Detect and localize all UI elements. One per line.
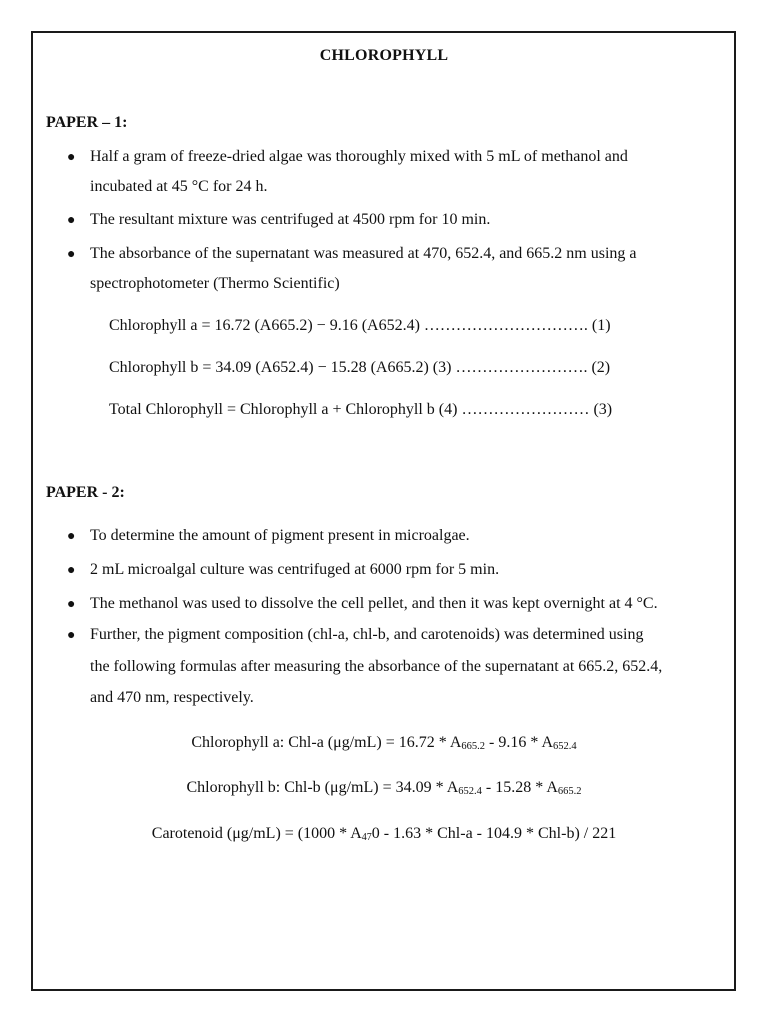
formula-b-subscript-1: 652.4 bbox=[458, 786, 482, 797]
bullet-icon: ● bbox=[67, 597, 76, 612]
paper-1-bullet-2-line-1: The resultant mixture was centrifuged at 4500 rpm for 10 min. bbox=[90, 211, 491, 228]
formula-b-subscript-2: 665.2 bbox=[557, 786, 582, 797]
formula-chlorophyll-b bbox=[0, 778, 768, 800]
paper-2-bullet-1-line-1: To determine the amount of pigment present in microalgae. bbox=[90, 527, 470, 544]
formula-a-part-2: - 9.16 * A bbox=[485, 734, 554, 751]
paper-1-heading: PAPER – 1: bbox=[46, 114, 128, 131]
formula-chlorophyll-a bbox=[0, 733, 768, 755]
formula-a-subscript-2: 652.4 bbox=[553, 741, 577, 752]
bullet-icon: ● bbox=[67, 213, 76, 228]
paper-1-bullet-1-line-1: Half a gram of freeze-dried algae was thoroughly mixed with 5 mL of methanol and bbox=[90, 148, 628, 165]
bullet-icon: ● bbox=[67, 563, 76, 578]
bullet-icon: ● bbox=[67, 247, 76, 262]
formula-c-subscript-1: 47 bbox=[361, 832, 372, 843]
formula-b-part-2: - 15.28 * A bbox=[481, 779, 558, 796]
paper-1-equation-2: Chlorophyll b = 34.09 (A652.4) − 15.28 (A665.2) (3) ……………………. (2) bbox=[109, 359, 611, 376]
formula-c-part-1: Carotenoid (μg/mL) = (1000 * A bbox=[151, 825, 362, 842]
paper-1-equation-1: Chlorophyll a = 16.72 (A665.2) − 9.16 (A652.4) …………………………. (1) bbox=[109, 317, 611, 334]
paper-2-heading: PAPER - 2: bbox=[46, 484, 125, 501]
formula-b-part-1: Chlorophyll b: Chl-b (μg/mL) = 34.09 * A bbox=[186, 779, 459, 796]
paper-1-bullet-3-line-1: The absorbance of the supernatant was measured at 470, 652.4, and 665.2 nm using a bbox=[90, 245, 637, 262]
formula-a-part-1: Chlorophyll a: Chl-a (μg/mL) = 16.72 * A bbox=[191, 734, 462, 751]
paper-2-bullet-4-line-2: the following formulas after measuring the absorbance of the supernatant at 665.2, 652.4, bbox=[90, 658, 663, 675]
paper-1-bullet-1-line-2: incubated at 45 °C for 24 h. bbox=[90, 178, 268, 195]
paper-2-bullet-4-line-1: Further, the pigment composition (chl-a, chl-b, and carotenoids) was determined using bbox=[90, 626, 644, 643]
bullet-icon: ● bbox=[67, 150, 76, 165]
formula-a-subscript-1: 665.2 bbox=[461, 741, 486, 752]
formula-c-part-2: 0 - 1.63 * Chl-a - 104.9 * Chl-b) / 221 bbox=[371, 825, 617, 842]
paper-2-bullet-2-line-1: 2 mL microalgal culture was centrifuged at 6000 rpm for 5 min. bbox=[90, 561, 500, 578]
document-title: CHLOROPHYLL bbox=[319, 47, 449, 64]
bullet-icon: ● bbox=[67, 529, 76, 544]
bullet-icon: ● bbox=[67, 628, 76, 643]
paper-1-equation-3: Total Chlorophyll = Chlorophyll a + Chlorophyll b (4) …………………… (3) bbox=[109, 401, 613, 418]
paper-2-bullet-4-line-3: and 470 nm, respectively. bbox=[90, 689, 254, 706]
formula-carotenoid bbox=[0, 824, 768, 846]
page-border bbox=[31, 31, 736, 991]
paper-1-bullet-3-line-2: spectrophotometer (Thermo Scientific) bbox=[90, 275, 340, 292]
paper-2-bullet-3-line-1: The methanol was used to dissolve the cell pellet, and then it was kept overnight at 4 °C. bbox=[90, 595, 658, 612]
